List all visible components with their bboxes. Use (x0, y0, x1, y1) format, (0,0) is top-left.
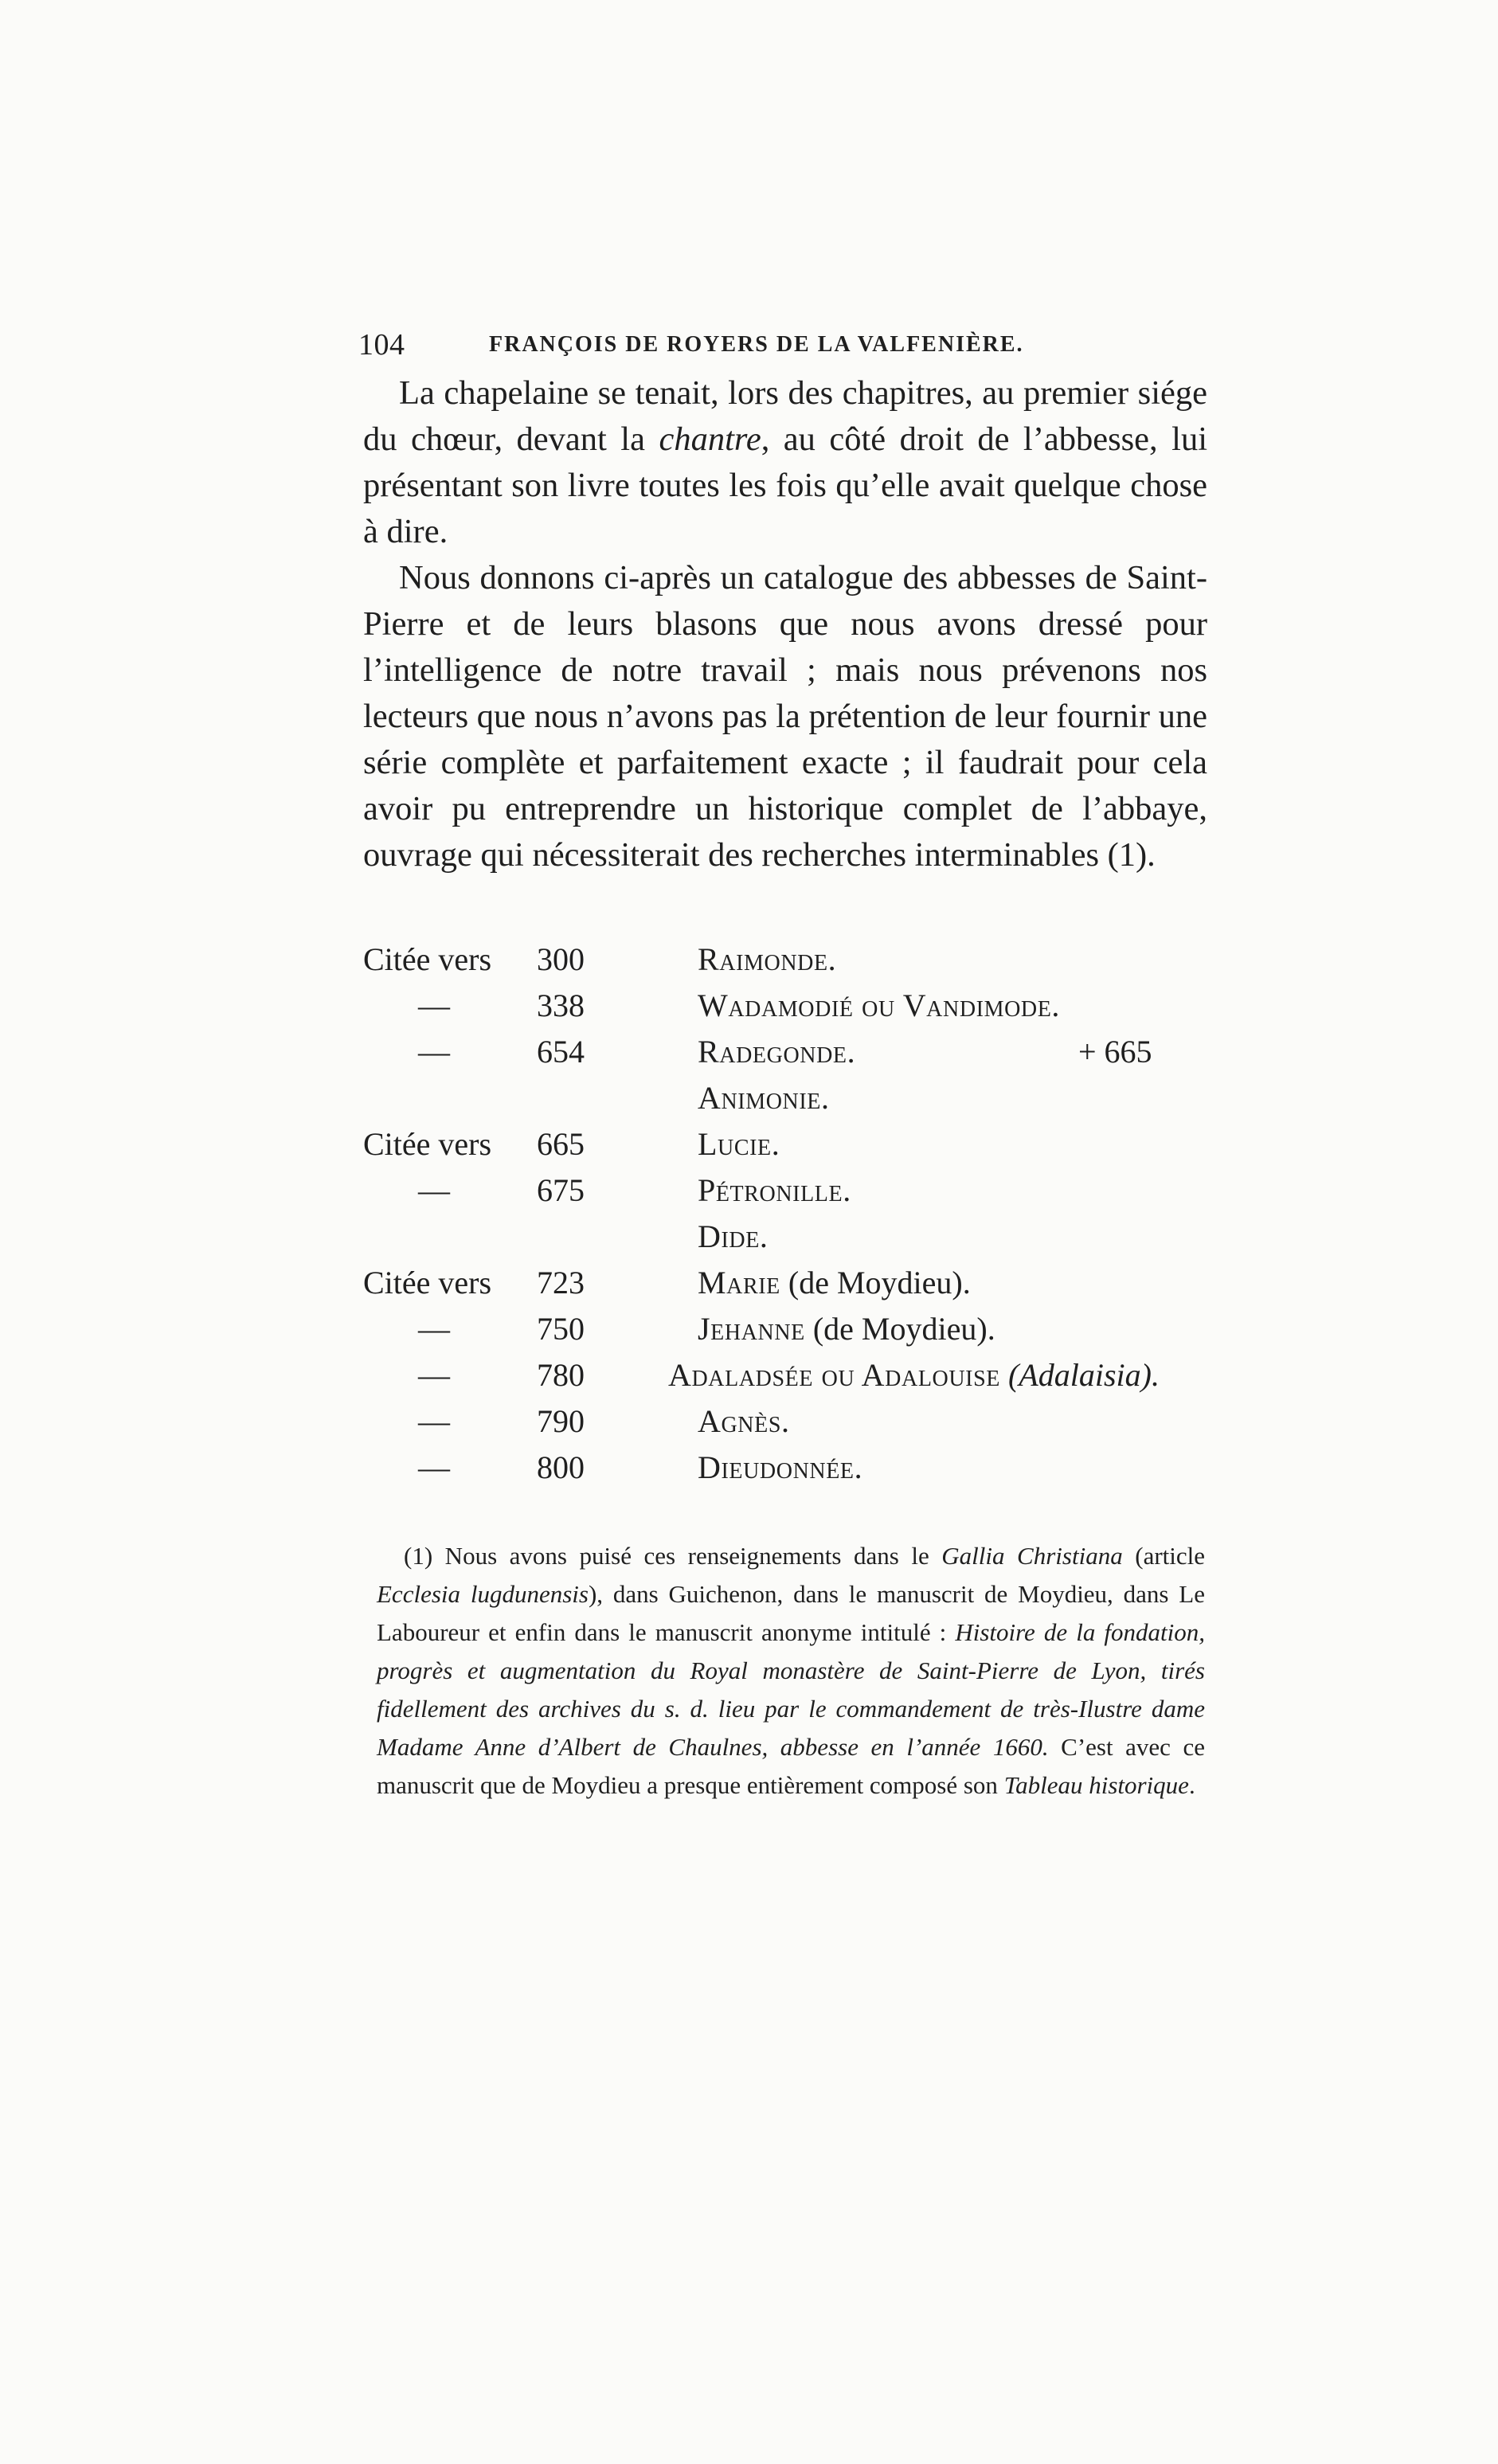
year: 675 (537, 1172, 585, 1208)
date-label: Citée vers (363, 1126, 492, 1162)
abbess-name: Dide. (698, 1218, 769, 1254)
abbess-name: Jehanne (de Moydieu). (698, 1311, 995, 1347)
death-year: + 665 (1078, 1034, 1152, 1070)
list-item (363, 1121, 1207, 1167)
list-item (363, 1445, 1207, 1491)
list-item (363, 1214, 1207, 1260)
abbess-name: Animonie. (698, 1080, 830, 1116)
year: 338 (537, 988, 585, 1023)
abbess-name: Agnès. (698, 1403, 790, 1439)
list-item (363, 1167, 1207, 1214)
footnote (377, 1537, 1205, 1805)
abbess-name: Wadamodié ou Vandimode. (698, 988, 1061, 1023)
ditto-dash: — (418, 1034, 450, 1070)
abbess-name: Adaladsée ou Adalouise (Adalaisia). (668, 1357, 1160, 1393)
ditto-dash: — (418, 1172, 450, 1208)
year: 654 (537, 1034, 585, 1070)
list-item (363, 1398, 1207, 1445)
abbess-name: Dieudonnée. (698, 1449, 863, 1485)
abbess-name: Radegonde. (698, 1034, 856, 1070)
list-item (363, 937, 1207, 983)
abbess-name: Raimonde. (698, 941, 837, 977)
emphasis-chantre: chantre (659, 420, 761, 458)
year: 665 (537, 1126, 585, 1162)
list-item (363, 1075, 1207, 1121)
ditto-dash: — (418, 1311, 450, 1347)
page-number: 104 (358, 328, 405, 362)
abbess-name: Pétronille. (698, 1172, 851, 1208)
abbess-name: Marie (de Moydieu). (698, 1265, 971, 1300)
paragraph-catalogue: Nous donnons ci-après un catalogue des abbesses de Saint-Pierre et de leurs blasons que nous avons dressé pour l’intelligence de notre travail ; mais nous prévenons nos lecteurs que nous n’avons pas la prétention de leur fournir une série complète et parfaitement exacte ; il faudrait pour cela avoir pu entreprendre un historique complet de l’abbaye, ouvrage qui nécessiterait des recherches interminables (1). (363, 559, 1207, 874)
abbess-name: Lucie. (698, 1126, 780, 1162)
page-header (358, 325, 1218, 365)
year: 790 (537, 1403, 585, 1439)
ditto-dash: — (418, 1357, 450, 1393)
running-title: FRANÇOIS DE ROYERS DE LA VALFENIÈRE. (489, 332, 1024, 357)
main-text (363, 370, 1207, 878)
paragraph-chapelaine: La chapelaine se tenait, lors des chapitres, au premier siége du chœur, devant la chantre, au côté droit de l’abbesse, lui présentant son livre toutes les fois qu’elle avait quelque chose à dire. (363, 374, 1208, 550)
list-item (363, 1029, 1207, 1075)
year: 723 (537, 1265, 585, 1300)
list-item (363, 1260, 1207, 1306)
date-label: Citée vers (363, 1265, 492, 1300)
year: 300 (537, 941, 585, 977)
ditto-dash: — (418, 1403, 450, 1439)
list-item (363, 1306, 1207, 1352)
list-item (363, 1352, 1207, 1398)
list-item (363, 983, 1207, 1029)
ditto-dash: — (418, 988, 450, 1023)
footnote-text: (1) Nous avons puisé ces renseignements dans le Gallia Christiana (article Ecclesia lugdunensis), dans Guichenon, dans le manuscrit de Moydieu, dans Le Laboureur et enfin dans le manuscrit anonyme intitulé : Histoire de la fondation, progrès et augmentation du Royal monastère de Saint-Pierre de Lyon, tirés fidellement des archives du s. d. lieu par le commandement de très-Ilustre dame Madame Anne d’Albert de Chaulnes, abbesse en l’année 1660. C’est avec ce manuscrit que de Moydieu a presque entièrement composé son Tableau historique. (377, 1542, 1206, 1799)
ditto-dash: — (418, 1449, 450, 1485)
year: 780 (537, 1357, 585, 1393)
year: 800 (537, 1449, 585, 1485)
date-label: Citée vers (363, 941, 492, 977)
year: 750 (537, 1311, 585, 1347)
abbesses-list (363, 937, 1207, 1491)
